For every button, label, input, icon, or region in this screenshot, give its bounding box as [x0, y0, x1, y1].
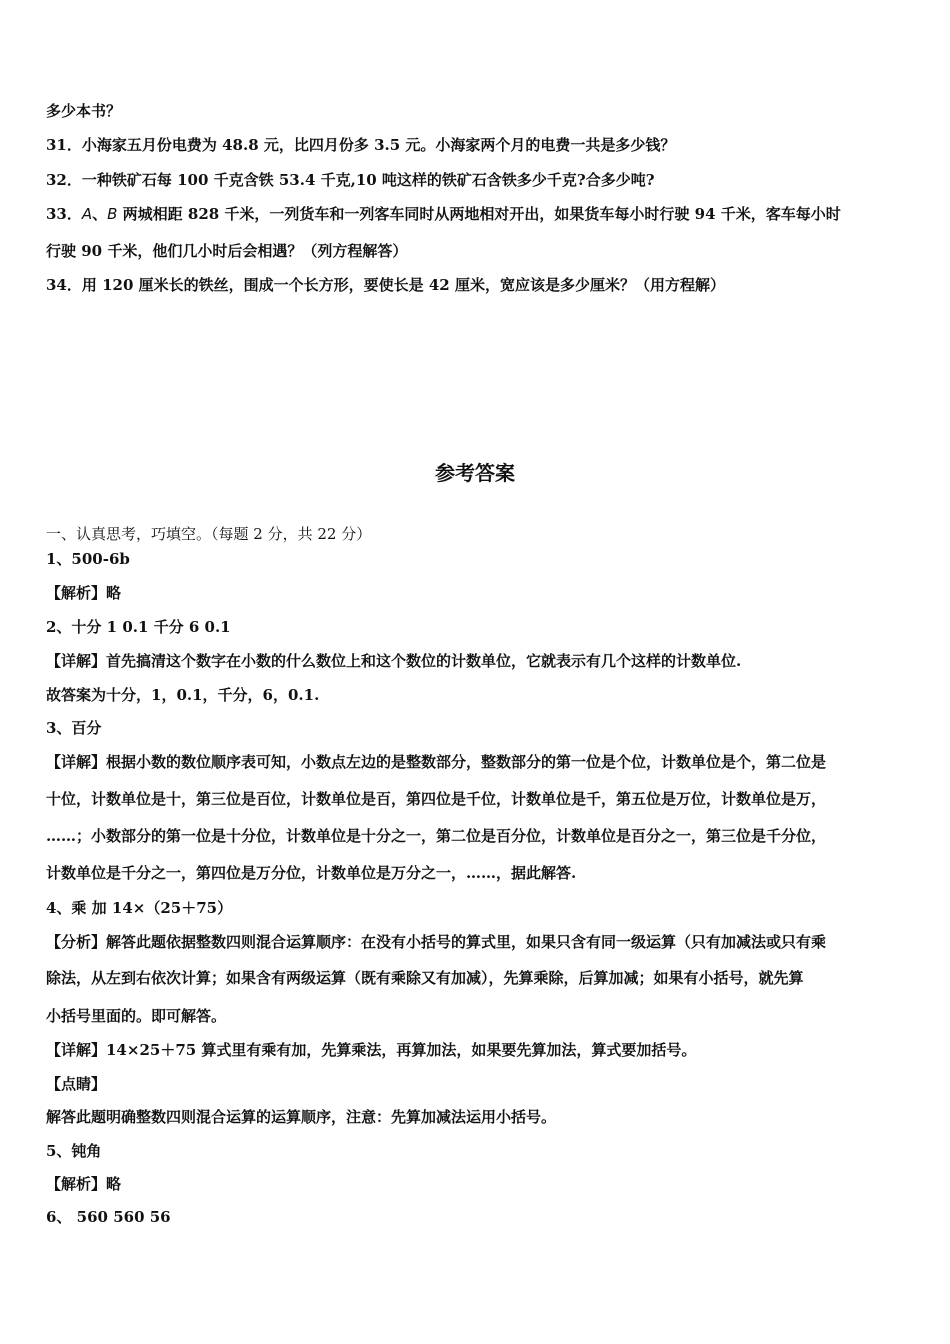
separator: 、 — [92, 205, 108, 223]
answer-2-detail: 【详解】首先搞清这个数字在小数的什么数位上和这个数位的计数单位，它就表示有几个这样的计数单位. — [46, 652, 742, 670]
answer-key-title: 参考答案 — [435, 461, 515, 485]
answer-3-detail-3: ……；小数部分的第一位是十分位，计数单位是十分之一，第二位是百分位，计数单位是百分之一，第三位是千分位， — [46, 827, 827, 845]
answer-6: 6、 560 560 56 — [46, 1208, 171, 1226]
answer-3-detail-1: 【详解】根据小数的数位顺序表可知，小数点左边的是整数部分，整数部分的第一位是个位，计数单位是个，第二位是 — [46, 753, 827, 771]
question-33-line-1 — [46, 204, 841, 224]
answer-4-point-label: 【点睛】 — [46, 1075, 107, 1093]
question-33-line-2: 行驶 90 千米，他们几小时后会相遇？（列方程解答） — [46, 242, 408, 260]
answer-5: 5、钝角 — [46, 1142, 102, 1160]
question-32: 32．一种铁矿石每 100 千克含铁 53.4 千克,10 吨这样的铁矿石含铁多少千克?合多少吨? — [46, 171, 655, 189]
answer-1: 1、500-6b — [46, 550, 130, 568]
question-33-number: 33． — [46, 205, 82, 223]
answer-3-detail-2: 十位，计数单位是十，第三位是百位，计数单位是百，第四位是千位，计数单位是千，第五位是万位，计数单位是万， — [46, 790, 827, 808]
answer-3: 3、百分 — [46, 719, 102, 737]
question-30-tail: 多少本书？ — [46, 102, 122, 120]
answer-4-detail: 【详解】14×25＋75 算式里有乘有加，先算乘法，再算加法，如果要先算加法，算式要加括号。 — [46, 1041, 697, 1059]
point-a-label: A — [81, 205, 93, 223]
answer-4-analysis-2: 除法，从左到右依次计算；如果含有两级运算（既有乘除又有加减），先算乘除，后算加减；如果有小括号，就先算 — [46, 969, 804, 987]
answer-4-analysis-3: 小括号里面的。即可解答。 — [46, 1007, 227, 1025]
answer-4-point-text: 解答此题明确整数四则混合运算的运算顺序，注意：先算加减法运用小括号。 — [46, 1108, 557, 1126]
section-1-heading: 一、认真思考，巧填空。（每题 2 分，共 22 分） — [46, 525, 372, 543]
answer-2-conclusion: 故答案为十分，1，0.1，千分，6，0.1. — [46, 686, 320, 704]
question-34: 34．用 120 厘米长的铁丝，围成一个长方形，要使长是 42 厘米，宽应该是多少厘米？（用方程解） — [46, 276, 725, 294]
answer-4: 4、乘 加 14×（25＋75） — [46, 899, 233, 917]
answer-5-analysis: 【解析】略 — [46, 1175, 122, 1193]
question-31: 31．小海家五月份电费为 48.8 元，比四月份多 3.5 元。小海家两个月的电费一共是多少钱？ — [46, 136, 676, 154]
answer-2: 2、十分 1 0.1 千分 6 0.1 — [46, 618, 231, 636]
question-33-text: 两城相距 828 千米，一列货车和一列客车同时从两地相对开出，如果货车每小时行驶 94 千米，客车每小时 — [117, 205, 841, 223]
point-b-label: B — [107, 205, 118, 223]
answer-4-analysis-1: 【分析】解答此题依据整数四则混合运算顺序：在没有小括号的算式里，如果只含有同一级运算（只有加减法或只有乘 — [46, 933, 827, 951]
answer-1-analysis: 【解析】略 — [46, 584, 122, 602]
answer-3-detail-4: 计数单位是千分之一，第四位是万分位，计数单位是万分之一，……，据此解答. — [46, 864, 577, 882]
